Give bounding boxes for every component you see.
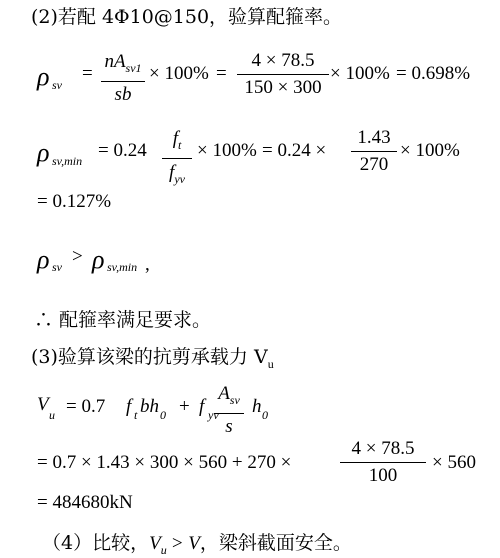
fyv-subscript: yv (208, 408, 219, 422)
fraction-numerator: $f_t$ (172, 128, 182, 152)
fraction-bar (214, 413, 244, 414)
fraction-denominator: 150 × 300 (244, 77, 322, 98)
ft-subscript: t (134, 408, 138, 422)
rho-symbol: ρ (92, 245, 105, 274)
fraction-denominator: $f_{yv}$ (169, 161, 185, 186)
rho-symbol: ρ (37, 138, 50, 167)
result-value: = 484680kN (37, 492, 133, 513)
rho-subscript: sv (52, 260, 62, 274)
result-value: = 0.698% (396, 63, 471, 84)
times-100-percent: × 100% (149, 63, 209, 84)
fyv-symbol: f (199, 396, 205, 417)
fraction-numerator: 1.43 (357, 127, 391, 148)
fraction-denominator: sb (114, 83, 132, 105)
fraction-numerator: 4 × 78.5 (251, 50, 315, 71)
step4-conclusion: （4）比较，$V_u > V$，梁斜截面安全。 (42, 532, 352, 557)
fraction-numeric (237, 50, 329, 99)
fraction-nasv1-over-sb (101, 50, 145, 106)
h-symbol: h (252, 396, 262, 417)
equals-sign: = (216, 63, 227, 84)
fraction-numeric (351, 127, 397, 176)
equals-sign: = (82, 63, 93, 84)
fraction-asv-over-s (214, 382, 244, 438)
fraction-ft-over-fyv (162, 127, 192, 190)
step3-heading: (3)验算该梁的抗剪承载力 $V_u$ (31, 346, 274, 371)
comma: , (145, 254, 150, 275)
fraction-bar (237, 74, 329, 75)
fraction-denominator: 100 (368, 465, 398, 486)
coefficient: = 0.24 × (262, 140, 327, 161)
fraction-numerator: $nA_{sv1}$ (104, 51, 142, 75)
step2-heading: (2)若配 4Φ10@150，验算配箍率。 (31, 6, 343, 28)
times-100-percent: × 100% (400, 140, 460, 161)
fraction-bar (351, 151, 397, 152)
numeric-tail: × 560 (432, 452, 476, 473)
result-value: = 0.127% (37, 191, 112, 212)
rho-subscript: sv,min (52, 154, 83, 168)
greater-than-sign: > (72, 246, 83, 267)
times-100-percent: × 100% (197, 140, 257, 161)
fraction-denominator: s (225, 415, 233, 437)
fraction-bar (340, 462, 426, 463)
rho-symbol: ρ (37, 62, 50, 91)
numeric-expression: = 0.7 × 1.43 × 300 × 560 + 270 × (37, 452, 292, 473)
h-subscript: 0 (262, 408, 268, 422)
fraction-numerator: $A_{sv}$ (218, 383, 240, 407)
rho-subscript: sv (52, 78, 62, 92)
plus-sign: + (179, 396, 190, 417)
bh-symbol: bh (140, 396, 159, 417)
rho-subscript: sv,min (107, 260, 138, 274)
coefficient: = 0.7 (66, 396, 106, 417)
fraction-bar (162, 158, 192, 159)
ft-symbol: f (126, 396, 132, 417)
times-100-percent: × 100% (330, 63, 390, 84)
conclusion-text: ∴ 配箍率满足要求。 (34, 309, 212, 331)
bh-subscript: 0 (160, 408, 166, 422)
rho-symbol: ρ (37, 245, 50, 274)
v-symbol: V (37, 394, 49, 415)
fraction-bar (101, 81, 145, 82)
fraction-numerator: 4 × 78.5 (351, 438, 415, 459)
coefficient: = 0.24 (98, 140, 147, 161)
fraction-denominator: 270 (359, 154, 389, 175)
v-subscript: u (49, 408, 55, 422)
fraction-numeric (340, 438, 426, 487)
